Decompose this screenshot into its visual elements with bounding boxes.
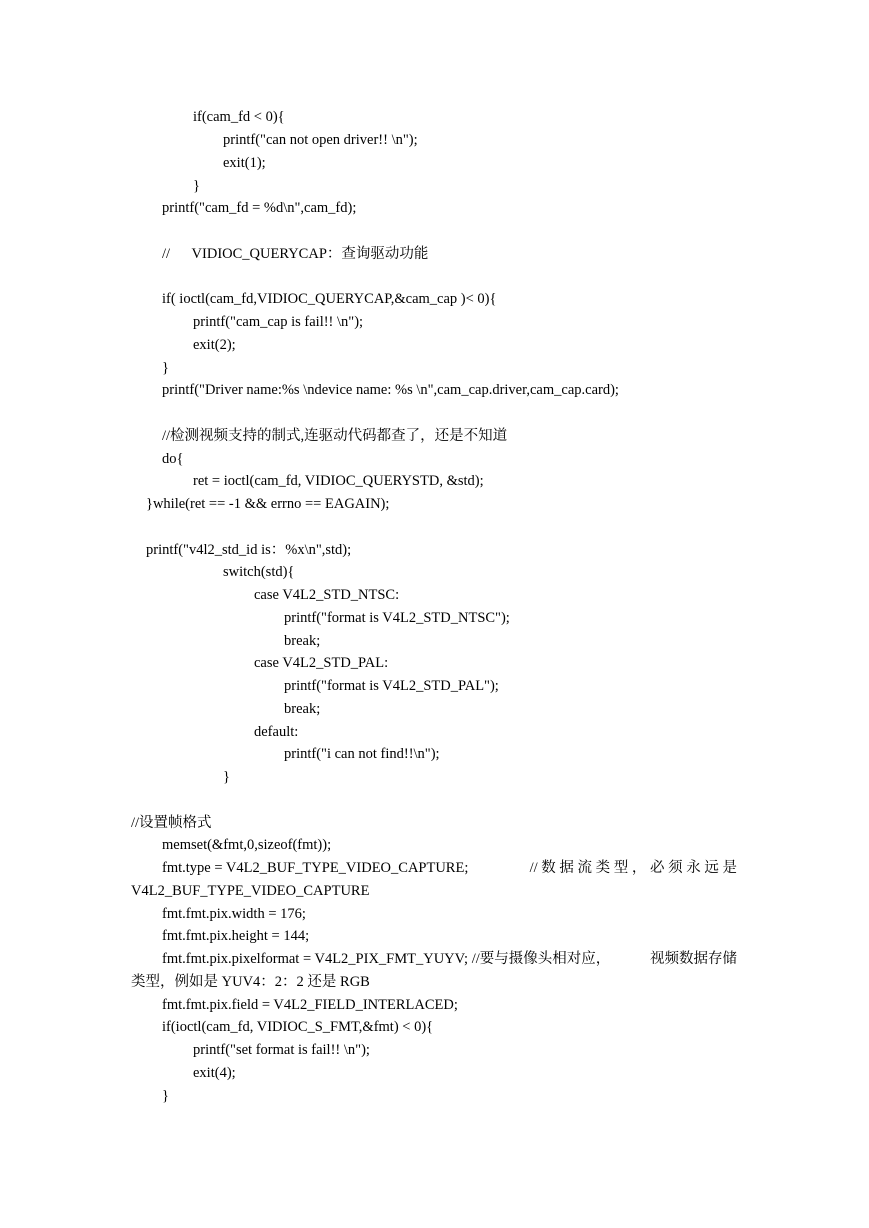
code-line: memset(&fmt,0,sizeof(fmt)); (162, 837, 332, 853)
comment-line: // VIDIOC_QUERYCAP：查询驱动功能 (162, 246, 429, 262)
code-line: printf("can not open driver!! \n"); (223, 132, 418, 148)
code-line: fmt.fmt.pix.width = 176; (162, 906, 306, 922)
code-line: fmt.fmt.pix.field = V4L2_FIELD_INTERLACED; (162, 997, 458, 1013)
code-line: } (162, 360, 169, 376)
code-line: printf("cam_fd = %d\n",cam_fd); (162, 200, 357, 216)
code-line: } (193, 178, 200, 194)
comment-text: // 数 据 流 类 型 ， 必 须 永 远 是 (529, 860, 737, 876)
code-line: printf("v4l2_std_id is：%x\n",std); (146, 542, 352, 558)
code-line: if( ioctl(cam_fd,VIDIOC_QUERYCAP,&cam_cap )< 0){ (162, 291, 497, 307)
comment-text: 视频数据存储 (650, 951, 737, 967)
code-text: fmt.type = V4L2_BUF_TYPE_VIDEO_CAPTURE; (162, 860, 469, 876)
code-line: }while(ret == -1 && errno == EAGAIN); (146, 496, 390, 512)
code-line: do{ (162, 451, 184, 467)
code-line: printf("Driver name:%s \ndevice name: %s \n",cam_cap.driver,cam_cap.card); (162, 382, 619, 398)
code-line-continuation: 类型，例如是 YUV4：2：2 还是 RGB (131, 974, 370, 990)
code-line: fmt.fmt.pix.height = 144; (162, 928, 310, 944)
code-line-pixelformat (162, 950, 737, 968)
code-line: case V4L2_STD_PAL: (254, 655, 389, 671)
code-line: default: (254, 724, 299, 740)
code-line: exit(1); (223, 155, 266, 171)
code-line: } (162, 1088, 169, 1104)
code-line: if(cam_fd < 0){ (193, 109, 285, 125)
code-line: printf("format is V4L2_STD_NTSC"); (284, 610, 510, 626)
code-line: exit(4); (193, 1065, 236, 1081)
code-line: printf("set format is fail!! \n"); (193, 1042, 370, 1058)
code-line: break; (284, 633, 321, 649)
code-line: printf("i can not find!!\n"); (284, 746, 440, 762)
code-line: case V4L2_STD_NTSC: (254, 587, 400, 603)
code-line: switch(std){ (223, 564, 295, 580)
code-line: printf("cam_cap is fail!! \n"); (193, 314, 364, 330)
code-line: break; (284, 701, 321, 717)
code-line: printf("format is V4L2_STD_PAL"); (284, 678, 499, 694)
code-line: exit(2); (193, 337, 236, 353)
code-line-fmt-type (162, 859, 737, 877)
comment-line: //检测视频支持的制式,连驱动代码都查了，还是不知道 (162, 428, 508, 444)
code-line: if(ioctl(cam_fd, VIDIOC_S_FMT,&fmt) < 0){ (162, 1019, 434, 1035)
code-text: fmt.fmt.pix.pixelformat = V4L2_PIX_FMT_YUYV; //要与摄像头相对应， (162, 951, 611, 967)
code-line-continuation: V4L2_BUF_TYPE_VIDEO_CAPTURE (131, 883, 370, 899)
comment-line: //设置帧格式 (131, 815, 212, 831)
code-line: } (223, 769, 230, 785)
code-line: ret = ioctl(cam_fd, VIDIOC_QUERYSTD, &std); (193, 473, 484, 489)
